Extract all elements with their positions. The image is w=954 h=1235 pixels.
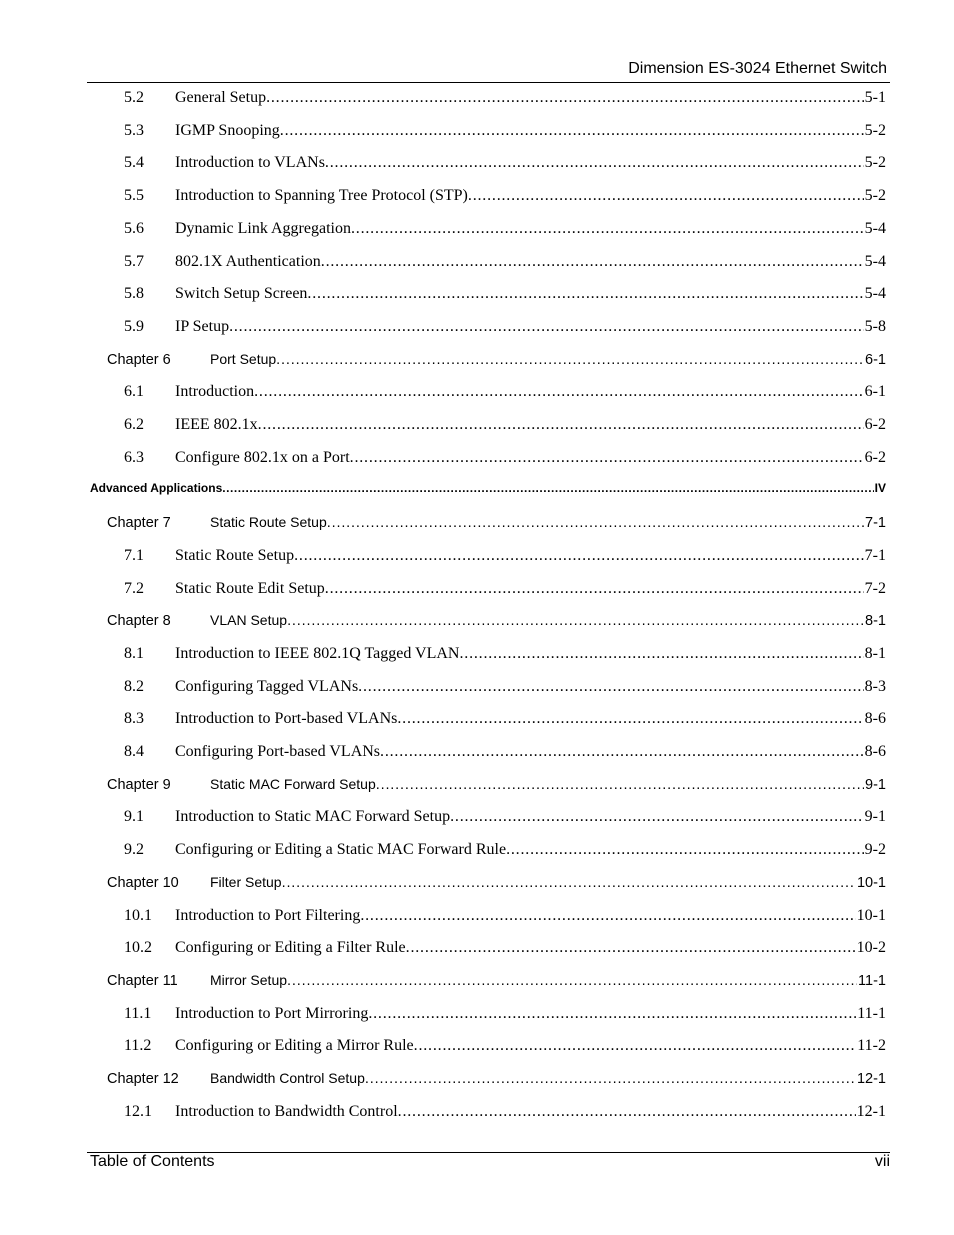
- toc-entry-part[interactable]: [0, 481, 954, 505]
- toc-entry-page: 5-2: [864, 154, 886, 172]
- toc-entry-title: Introduction to IEEE 802.1Q Tagged VLAN: [175, 644, 460, 662]
- toc-entry-title: Bandwidth Control Setup: [210, 1070, 365, 1086]
- toc-entry-page: 7-1: [864, 546, 886, 564]
- dot-leader: [266, 89, 864, 107]
- toc-entry-page: 12-1: [856, 1102, 886, 1120]
- toc-entry-line: [124, 710, 886, 728]
- dot-leader: [358, 678, 864, 696]
- toc-entry-line: [124, 122, 886, 140]
- toc-entry-title: IGMP Snooping: [175, 121, 280, 139]
- toc-entry-page: 8-1: [864, 644, 886, 662]
- toc-entry-number: 7.1: [124, 546, 144, 564]
- toc-entry-line: [107, 776, 886, 793]
- toc-entry-line: [124, 939, 886, 957]
- toc-entry-page: 9-2: [864, 841, 886, 859]
- toc-entry-line: [90, 481, 886, 495]
- toc-entry-line: [124, 1103, 886, 1121]
- toc-entry-number: 5.4: [124, 154, 144, 172]
- dot-leader: [414, 1037, 857, 1055]
- dot-leader: [307, 285, 863, 303]
- toc-entry-number: 9.2: [124, 841, 144, 859]
- dot-leader: [254, 383, 864, 401]
- toc-entry-line: [124, 449, 886, 467]
- toc-entry-line: [107, 972, 886, 989]
- toc-entry-line: [124, 808, 886, 826]
- dot-leader: [350, 449, 864, 467]
- dot-leader: [282, 875, 856, 891]
- header-rule: [87, 82, 890, 83]
- toc-entry-title: Configure 802.1x on a Port: [175, 448, 350, 466]
- toc-entry-number: 5.3: [124, 121, 144, 139]
- toc-entry-number: 12.1: [124, 1102, 152, 1120]
- toc-entry-title: Introduction to Port Filtering: [175, 906, 361, 924]
- toc-entry-line: [107, 874, 886, 891]
- toc-entry-page: 11-2: [857, 1037, 886, 1055]
- toc-entry-section[interactable]: [0, 122, 954, 146]
- toc-entry-line: [124, 187, 886, 205]
- toc-entry-section[interactable]: [0, 154, 954, 178]
- toc-entry-title: Filter Setup: [210, 873, 282, 890]
- toc-entry-title: IEEE 802.1x: [175, 416, 258, 433]
- toc-entry-line: [124, 678, 886, 696]
- toc-entry-section[interactable]: [0, 253, 954, 277]
- toc-entry-section[interactable]: [0, 841, 954, 865]
- dot-leader: [468, 187, 864, 205]
- toc-entry-chapter[interactable]: [0, 972, 954, 996]
- toc-entry-line: [124, 285, 886, 303]
- toc-entry-title: Dynamic Link Aggregation: [175, 219, 351, 237]
- toc-entry-title: 802.1X Authentication: [175, 252, 321, 270]
- toc-entry-chapter[interactable]: [0, 776, 954, 800]
- toc-entry-line: [124, 89, 886, 107]
- footer-page-number: vii: [874, 1153, 890, 1170]
- toc-entry-section[interactable]: [0, 547, 954, 571]
- footer-section-title: Table of Contents: [90, 1153, 215, 1170]
- toc-entry-line: [124, 841, 886, 859]
- toc-entry-number: 11.1: [124, 1004, 152, 1022]
- dot-leader: [325, 154, 864, 172]
- toc-entry-line: [107, 351, 886, 368]
- toc-entry-line: [124, 645, 886, 663]
- toc-entry-section[interactable]: [0, 220, 954, 244]
- toc-entry-section[interactable]: [0, 907, 954, 931]
- toc-entry-number: Chapter 7: [107, 515, 171, 532]
- toc-entry-chapter[interactable]: [0, 874, 954, 898]
- toc-entry-number: 6.3: [124, 448, 144, 466]
- toc-entry-page: 8-1: [865, 613, 886, 630]
- toc-entry-title: Static MAC Forward Setup: [210, 775, 376, 792]
- dot-leader: [365, 1071, 856, 1087]
- dot-leader: [397, 710, 863, 728]
- toc-entry-number: 8.4: [124, 743, 144, 760]
- toc-entry-page: 5-4: [864, 252, 886, 270]
- toc-entry-section[interactable]: [0, 645, 954, 669]
- toc-entry-number: 5.8: [124, 285, 144, 303]
- toc-entry-number: Chapter 9: [107, 776, 171, 793]
- running-header-title: Dimension ES-3024 Ethernet Switch: [628, 60, 887, 77]
- toc-entry-chapter[interactable]: [0, 1070, 954, 1094]
- dot-leader: [222, 481, 873, 495]
- toc-entry-line: [107, 1070, 886, 1087]
- toc-entry-page: 8-3: [864, 677, 886, 695]
- toc-entry-page: 5-1: [864, 89, 886, 106]
- toc-entry-line: [124, 743, 886, 761]
- toc-entry-section[interactable]: [0, 580, 954, 604]
- toc-entry-chapter[interactable]: [0, 612, 954, 636]
- dot-leader: [351, 220, 864, 238]
- toc-entry-page: 10-1: [856, 874, 886, 891]
- toc-entry-number: 5.6: [124, 219, 144, 237]
- dot-leader: [325, 580, 864, 598]
- toc-entry-title: Advanced Applications: [90, 481, 223, 496]
- toc-entry-title: Configuring or Editing a Filter Rule: [175, 939, 406, 957]
- toc-entry-line: [124, 1037, 886, 1055]
- toc-entry-line: [124, 253, 886, 271]
- toc-entry-page: 5-8: [864, 317, 886, 335]
- dot-leader: [398, 1103, 856, 1121]
- toc-entry-section[interactable]: [0, 449, 954, 473]
- toc-entry-number: 5.5: [124, 187, 144, 205]
- toc-entry-title: Introduction: [175, 383, 255, 401]
- toc-entry-number: 8.2: [124, 677, 144, 695]
- toc-entry-page: IV: [874, 481, 886, 496]
- toc-entry-section[interactable]: [0, 318, 954, 342]
- toc-entry-page: 8-6: [864, 743, 886, 760]
- toc-entry-line: [124, 318, 886, 336]
- toc-entry-title: Configuring Tagged VLANs: [175, 677, 359, 695]
- toc-entry-number: 5.7: [124, 252, 144, 270]
- toc-entry-number: 6.1: [124, 383, 144, 401]
- toc-entry-title: Introduction to Static MAC Forward Setup: [175, 808, 451, 826]
- toc-entry-section[interactable]: [0, 678, 954, 702]
- toc-entry-number: 9.1: [124, 808, 144, 826]
- toc-entry-section[interactable]: [0, 743, 954, 767]
- toc-entry-page: 5-2: [864, 187, 886, 205]
- toc-entry-section[interactable]: [0, 1103, 954, 1127]
- toc-entry-line: [124, 580, 886, 598]
- toc-entry-number: 11.2: [124, 1037, 152, 1055]
- toc-entry-number: 10.1: [124, 906, 152, 924]
- toc-entry-line: [107, 612, 886, 629]
- toc-entry-title: Switch Setup Screen: [175, 285, 308, 303]
- toc-entry-number: 7.2: [124, 579, 144, 597]
- toc-entry-page: 6-1: [864, 383, 886, 401]
- toc-entry-page: 6-2: [864, 448, 886, 466]
- toc-entry-title: General Setup: [175, 89, 267, 106]
- toc-entry-number: Chapter 10: [107, 874, 179, 891]
- toc-entry-line: [124, 416, 886, 434]
- toc-entry-page: 12-1: [856, 1071, 886, 1087]
- toc-entry-page: 10-2: [856, 939, 886, 957]
- toc-entry-page: 11-1: [857, 1004, 886, 1022]
- toc-entry-line: [124, 220, 886, 238]
- toc-entry-number: Chapter 12: [107, 1071, 179, 1087]
- toc-entry-page: 10-1: [856, 906, 886, 924]
- toc-entry-chapter[interactable]: [0, 514, 954, 538]
- toc-entry-number: Chapter 11: [107, 972, 178, 989]
- dot-leader: [450, 808, 864, 826]
- toc-entry-page: 8-6: [864, 710, 886, 728]
- dot-leader: [321, 253, 864, 271]
- toc-entry-page: 6-2: [864, 416, 886, 433]
- toc-entry-title: IP Setup: [175, 317, 230, 335]
- toc-entry-section[interactable]: [0, 808, 954, 832]
- toc-entry-title: Introduction to Port-based VLANs: [175, 710, 398, 728]
- toc-entry-title: Configuring or Editing a Mirror Rule: [175, 1037, 414, 1055]
- toc-entry-section[interactable]: [0, 187, 954, 211]
- dot-leader: [360, 907, 855, 925]
- toc-entry-number: Chapter 8: [107, 613, 171, 630]
- dot-leader: [368, 1005, 856, 1023]
- toc-entry-page: 7-1: [865, 515, 886, 532]
- toc-entry-page: 5-2: [864, 121, 886, 139]
- toc-entry-page: 5-4: [864, 285, 886, 303]
- dot-leader: [380, 743, 864, 761]
- toc-entry-title: VLAN Setup: [210, 612, 288, 629]
- toc-entry-title: Mirror Setup: [210, 971, 288, 988]
- toc-entry-line: [124, 1005, 886, 1023]
- toc-entry-page: 9-1: [865, 776, 886, 793]
- toc-entry-number: 8.3: [124, 710, 144, 728]
- dot-leader: [287, 973, 857, 989]
- toc-entry-title: Configuring Port-based VLANs: [175, 743, 381, 760]
- toc-entry-section[interactable]: [0, 89, 954, 113]
- toc-entry-section[interactable]: [0, 416, 954, 440]
- toc-entry-page: 6-1: [865, 351, 886, 368]
- dot-leader: [459, 645, 863, 663]
- dot-leader: [280, 122, 864, 140]
- dot-leader: [287, 613, 864, 629]
- toc-entry-section[interactable]: [0, 710, 954, 734]
- toc-entry-title: Static Route Setup: [175, 546, 295, 564]
- dot-leader: [376, 777, 864, 793]
- dot-leader: [506, 841, 864, 859]
- toc-entry-title: Introduction to Bandwidth Control: [175, 1102, 398, 1120]
- toc-entry-number: Chapter 6: [107, 351, 171, 368]
- toc-entry-title: Introduction to Spanning Tree Protocol (STP): [175, 187, 468, 205]
- toc-entry-title: Configuring or Editing a Static MAC Forward Rule: [175, 841, 507, 859]
- toc-entry-page: 9-1: [864, 808, 886, 826]
- toc-entry-title: Introduction to VLANs: [175, 154, 325, 172]
- toc-entry-page: 5-4: [864, 219, 886, 237]
- toc-entry-chapter[interactable]: [0, 351, 954, 375]
- toc-entry-section[interactable]: [0, 285, 954, 309]
- toc-entry-number: 10.2: [124, 939, 152, 957]
- toc-entry-section[interactable]: [0, 939, 954, 963]
- toc-entry-title: Static Route Edit Setup: [175, 579, 325, 597]
- toc-entry-line: [124, 547, 886, 565]
- dot-leader: [276, 352, 864, 368]
- toc-entry-line: [124, 154, 886, 172]
- dot-leader: [229, 318, 864, 336]
- toc-entry-line: [107, 514, 886, 531]
- toc-entry-title: Port Setup: [210, 350, 277, 367]
- toc-entry-page: 7-2: [864, 579, 886, 597]
- toc-entry-line: [124, 907, 886, 925]
- dot-leader: [406, 939, 856, 957]
- dot-leader: [327, 515, 864, 531]
- toc-entry-number: 5.2: [124, 89, 144, 106]
- toc-entry-number: 8.1: [124, 644, 144, 662]
- toc-entry-line: [124, 383, 886, 401]
- toc-entry-section[interactable]: [0, 1037, 954, 1061]
- toc-entry-title: Static Route Setup: [210, 514, 327, 531]
- toc-entry-number: 5.9: [124, 317, 144, 335]
- dot-leader: [294, 547, 864, 565]
- toc-entry-page: 11-1: [858, 972, 886, 989]
- toc-entry-section[interactable]: [0, 1005, 954, 1029]
- toc-entry-number: 6.2: [124, 416, 144, 433]
- toc-entry-title: Introduction to Port Mirroring: [175, 1004, 369, 1022]
- toc-entry-section[interactable]: [0, 383, 954, 407]
- dot-leader: [258, 416, 864, 434]
